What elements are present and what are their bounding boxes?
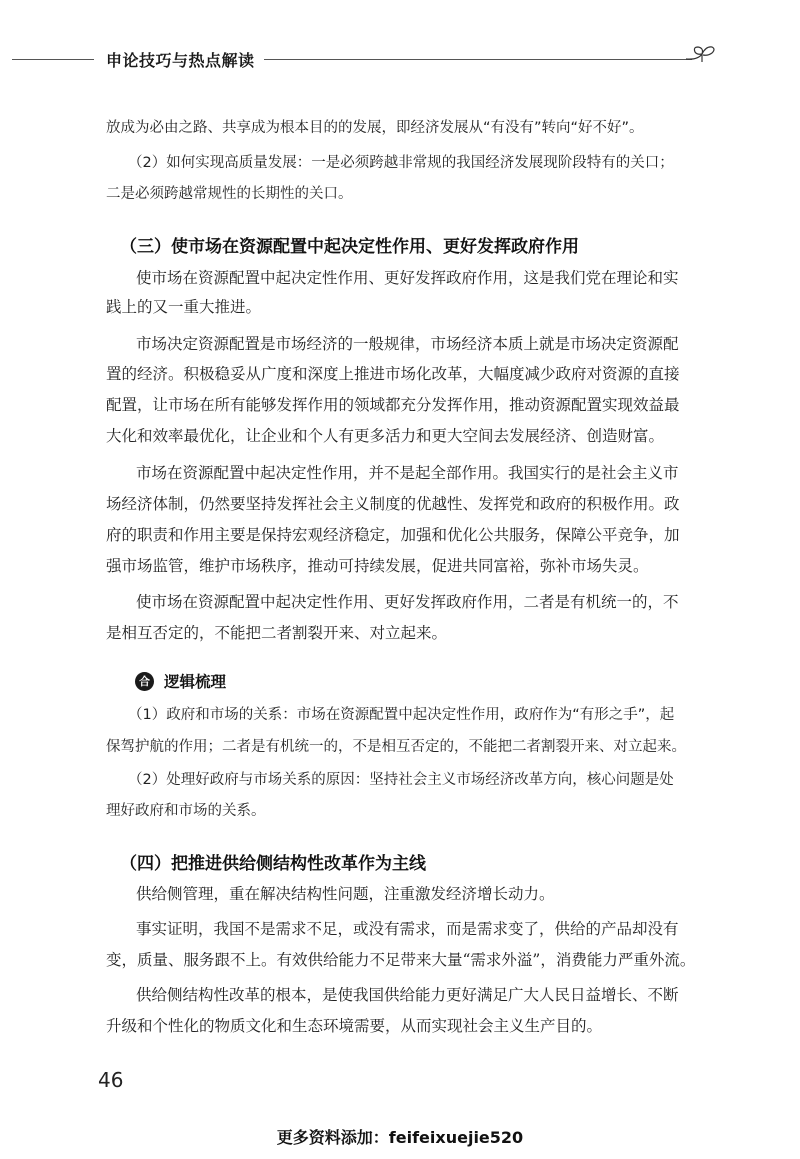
- paragraph-line: 使市场在资源配置中起决定性作用、更好发挥政府作用，二者是有机统一的，不: [136, 593, 679, 611]
- paragraph-line: 府的职责和作用主要是保持宏观经济稳定，加强和优化公共服务，保障公平竞争，加: [106, 526, 680, 544]
- running-header: [0, 44, 800, 74]
- paragraph-line: （1）政府和市场的关系：市场在资源配置中起决定性作用，政府作为“有形之手”，起: [128, 707, 675, 723]
- header-rule-left: [12, 59, 94, 60]
- paragraph-line: 是相互否定的，不能把二者割裂开来、对立起来。: [106, 624, 448, 642]
- sprout-icon: [684, 44, 724, 70]
- paragraph-line: 理好政府和市场的关系。: [106, 803, 266, 819]
- footer-note: 更多资料添加：feifeixuejie520: [276, 1128, 524, 1147]
- header-title: 申论技巧与热点解读: [106, 51, 255, 70]
- paragraph-line: 升级和个性化的物质文化和生态环境需要，从而实现社会主义生产目的。: [106, 1017, 603, 1035]
- paragraph-line: （2）处理好政府与市场关系的原因：坚持社会主义市场经济改革方向，核心问题是处: [128, 772, 674, 788]
- paragraph-line: 供给侧管理，重在解决结构性问题，注重激发经济增长动力。: [136, 885, 555, 903]
- paragraph-line: 市场决定资源配置是市场经济的一般规律，市场经济本质上就是市场决定资源配: [136, 335, 679, 353]
- paragraph-line: 放成为必由之路、共享成为根本目的的发展，即经济发展从“有没有”转向“好不好”。: [106, 120, 644, 136]
- section-heading-3: （三）使市场在资源配置中起决定性作用、更好发挥政府作用: [120, 237, 579, 257]
- logic-title: 逻辑梳理: [164, 673, 227, 691]
- paragraph-line: 配置，让市场在所有能够发挥作用的领域都充分发挥作用，推动资源配置实现效益最: [106, 396, 680, 414]
- paragraph-line: 市场在资源配置中起决定性作用，并不是起全部作用。我国实行的是社会主义市: [136, 464, 679, 482]
- paragraph-line: 践上的又一重大推进。: [106, 298, 262, 316]
- page-number: 46: [98, 1068, 124, 1092]
- header-rule-right: [264, 59, 692, 60]
- section-heading-4: （四）把推进供给侧结构性改革作为主线: [120, 854, 426, 874]
- paragraph-line: 强市场监管，维护市场秩序，推动可持续发展，促进共同富裕，弥补市场失灵。: [106, 557, 649, 575]
- paragraph-line: 使市场在资源配置中起决定性作用、更好发挥政府作用，这是我们党在理论和实: [136, 269, 679, 287]
- paragraph-line: 大化和效率最优化，让企业和个人有更多活力和更大空间去发展经济、创造财富。: [106, 427, 665, 445]
- paragraph-line: 置的经济。积极稳妥从广度和深度上推进市场化改革，大幅度减少政府对资源的直接: [106, 365, 680, 383]
- paragraph-line: 二是必须跨越常规性的长期性的关口。: [106, 186, 353, 202]
- paragraph-line: 场经济体制，仍然要坚持发挥社会主义制度的优越性、发挥党和政府的积极作用。政: [106, 495, 680, 513]
- paragraph-line: （2）如何实现高质量发展：一是必须跨越非常规的我国经济发展现阶段特有的关口；: [128, 155, 674, 171]
- paragraph-line: 供给侧结构性改革的根本，是使我国供给能力更好满足广大人民日益增长、不断: [136, 986, 679, 1004]
- paragraph-line: 事实证明，我国不是需求不足，或没有需求，而是需求变了，供给的产品却没有: [136, 920, 679, 938]
- paragraph-line: 变，质量、服务跟不上。有效供给能力不足带来大量“需求外溢”，消费能力严重外流。: [106, 951, 696, 969]
- paragraph-line: 保驾护航的作用；二者是有机统一的，不是相互否定的，不能把二者割裂开来、对立起来。: [106, 739, 686, 755]
- logic-icon: 合: [135, 672, 154, 691]
